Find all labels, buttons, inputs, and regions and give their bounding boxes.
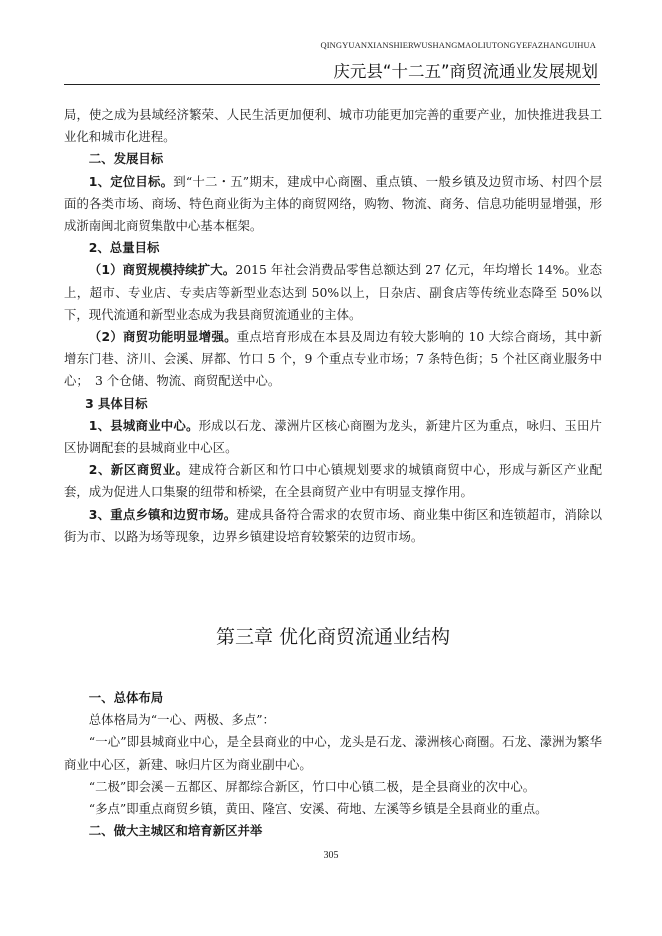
county-center-paragraph: [64, 415, 602, 459]
two-poles-paragraph: “二极”即会溪－五都区、屏都综合新区，竹口中心镇二极，是全县商业的次中心。: [88, 778, 536, 794]
header-pinyin: QINGYUANXIANSHIERWUSHANGMAOLIUTONGYEFAZHANGUIHUA: [320, 40, 596, 50]
function-paragraph: [64, 326, 602, 393]
key-towns-paragraph: [64, 504, 602, 548]
key-towns-lead: 3、重点乡镇和边贸市场。: [88, 506, 237, 522]
key-towns-text: 建成具备符合需求的农贸市场、商业集中街区和连锁超市，消除以街为市、以路为场等现象，边界乡镇建设培育较繁荣的边贸市场。: [64, 506, 603, 544]
function-lead: （2）商贸功能明显增强。: [88, 329, 237, 345]
one-center-paragraph: “一心”即县城商业中心，是全县商业的中心，龙头是石龙、濛洲核心商圈。石龙、濛洲为繁华商业中心区，新建、咏归片区为商业副中心。: [64, 734, 602, 772]
scale-paragraph: [64, 259, 602, 326]
function-text: 重点培育形成在本县及周边有较大影响的 10 大综合商场，其中新增东门巷、济川、会溪、屏都、竹口 5 个，9 个重点专业市场；7 条特色街；5 个社区商业服务中心； 3 个仓储、物流、商贸配送中心。: [64, 329, 602, 389]
section-heading-layout: 一、总体布局: [88, 690, 164, 705]
page-number: 305: [323, 850, 339, 861]
section-heading-goals: 二、发展目标: [88, 151, 164, 167]
new-district-paragraph: [64, 459, 602, 503]
page-content: [64, 104, 603, 839]
county-center-lead: 1、县城商业中心。: [88, 417, 199, 433]
chapter-section: [64, 687, 602, 842]
goal-positioning-text: 到“十二・五”期末，建成中心商圈、重点镇、一般乡镇及边贸市场、村四个层面的各类市场、商场、特色商业街为主体的商贸网络，购物、物流、商务、信息功能明显增强，形成浙南闽北商贸集散中心基本框架。: [64, 173, 603, 234]
new-district-text: 建成符合新区和竹口中心镇规划要求的城镇商贸中心，形成与新区产业配套，成为促进人口集聚的纽带和桥梁，在全县商贸产业中有明显支撑作用。: [64, 462, 602, 500]
layout-intro-paragraph: 总体格局为“一心、两极、多点”：: [88, 712, 275, 728]
multi-points-paragraph: “多点”即重点商贸乡镇，黄田、隆宫、安溪、荷地、左溪等乡镇是全县商业的重点。: [88, 801, 548, 817]
subheading-total-goals: 2、总量目标: [88, 240, 160, 256]
scale-lead: （1）商贸规模持续扩大。: [88, 262, 236, 278]
new-district-lead: 2、新区商贸业。: [88, 462, 189, 478]
section-heading-main-city: 二、做大主城区和培育新区并举: [88, 823, 263, 839]
scale-text: 2015 年社会消费品零售总额达到 27 亿元，年均增长 14%。业态上，超市、专业店、专卖店等新型业态达到 50%以上，日杂店、副食店等传统业态降至 50%以下，现代流通和新型业态成为我县商贸流通业的主体。: [64, 262, 602, 322]
header-divider: [64, 84, 600, 85]
county-center-text: 形成以石龙、濛洲片区核心商圈为龙头，新建片区为重点，咏归、玉田片区协调配套的县城商业中心区。: [64, 417, 603, 456]
intro-paragraph: 局，使之成为县域经济繁荣、人民生活更加便利、城市功能更加完善的重要产业，加快推进我县工业化和城市化进程。: [64, 107, 602, 145]
goal-positioning-paragraph: [64, 171, 602, 238]
subheading-specific-goals: 3 具体目标: [85, 395, 148, 411]
goal-positioning-lead: 1、定位目标。: [88, 173, 174, 189]
chapter-title: 第三章 优化商贸流通业结构: [215, 626, 451, 648]
header-title: 庆元县“十二五”商贸流通业发展规划: [333, 62, 598, 81]
